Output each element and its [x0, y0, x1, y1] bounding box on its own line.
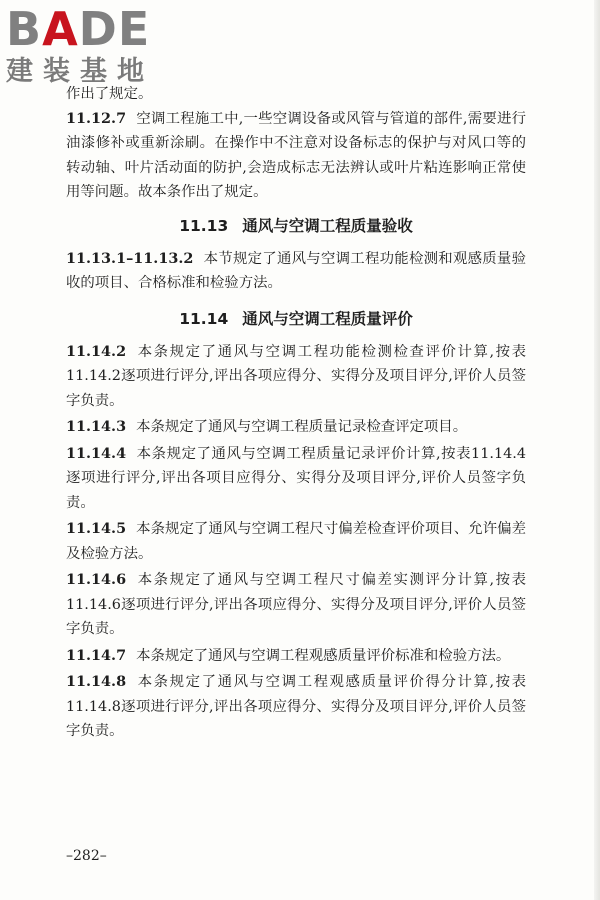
clause-number: 11.14.6	[66, 571, 127, 588]
section-title: 通风与空调工程质量评价	[242, 309, 413, 328]
clause-number: 11.14.2	[66, 342, 127, 360]
clause-text: 本条规定了通风与空调工程尺寸偏差检查评价项目、允许偏差及检验方法。	[66, 521, 526, 562]
clause-number: 11.13.1–11.13.2	[66, 249, 194, 267]
logo-wordmark	[6, 4, 176, 54]
clause-number: 11.14.8	[66, 673, 127, 690]
clause-number: 11.14.7	[66, 646, 127, 664]
page-content	[66, 82, 526, 744]
section-number: 11.14	[179, 309, 229, 328]
clause-text: 本节规定了通风与空调工程功能检测和观感质量验收的项目、合格标准和检验方法。	[66, 250, 526, 291]
page-edge-shadow	[594, 0, 600, 900]
clause-text: 本条规定了通风与空调工程质量记录评价计算,按表11.14.4逐项进行评分,评出各项目应得分、实得分及项目评分,评价人员签字负责。	[66, 445, 526, 511]
clause-text: 本条规定了通风与空调工程功能检测检查评价计算,按表11.14.2逐项进行评分,评出各项应得分、实得分及项目评分,评价人员签字负责。	[66, 343, 526, 409]
clause-11-14-8	[66, 670, 526, 744]
clause-11-14-3	[66, 415, 526, 440]
section-title: 通风与空调工程质量验收	[242, 216, 413, 235]
section-heading-11-14	[66, 306, 526, 332]
logo-letter-a: A	[42, 2, 79, 56]
clause-11-13-1	[66, 247, 526, 296]
clause-text: 本条规定了通风与空调工程观感质量评价得分计算,按表11.14.8逐项进行评分,评出各项应得分、实得分及项目评分,评价人员签字负责。	[66, 674, 526, 739]
clause-text: 本条规定了通风与空调工程尺寸偏差实测评分计算,按表11.14.6逐项进行评分,评出各项应得分、实得分及项目评分,评价人员签字负责。	[66, 572, 526, 637]
clause-text: 本条规定了通风与空调工程质量记录检查评定项目。	[136, 419, 468, 435]
clause-11-12-7	[66, 107, 526, 205]
section-heading-11-13	[66, 213, 526, 239]
logo-subtitle: 建装基地	[6, 56, 154, 87]
logo-letter-b: B	[6, 2, 43, 56]
clause-number: 11.14.3	[66, 418, 127, 435]
clause-11-14-2	[66, 340, 526, 414]
continuation-line: 作出了规定。	[66, 86, 153, 102]
clause-11-14-6	[66, 568, 526, 642]
clause-11-14-4	[66, 442, 526, 516]
logo-letters-de: DE	[78, 2, 151, 56]
clause-number: 11.12.7	[66, 109, 127, 127]
clause-text: 空调工程施工中,一些空调设备或风管与管道的部件,需要进行油漆修补或重新涂刷。在操作中不注意对设备标志的保护与对风口等的转动轴、叶片活动面的防护,会造成标志无法辨认或叶片粘连影响正常使用等问题。故本条作出了规定。	[66, 110, 526, 200]
clause-text: 本条规定了通风与空调工程观感质量评价标准和检验方法。	[136, 647, 511, 664]
clause-number: 11.14.4	[66, 444, 127, 462]
page-number: –282–	[66, 848, 107, 864]
section-number: 11.13	[179, 216, 229, 235]
clause-11-14-5	[66, 517, 526, 566]
clause-11-14-7	[66, 644, 526, 669]
clause-number: 11.14.5	[66, 520, 127, 537]
